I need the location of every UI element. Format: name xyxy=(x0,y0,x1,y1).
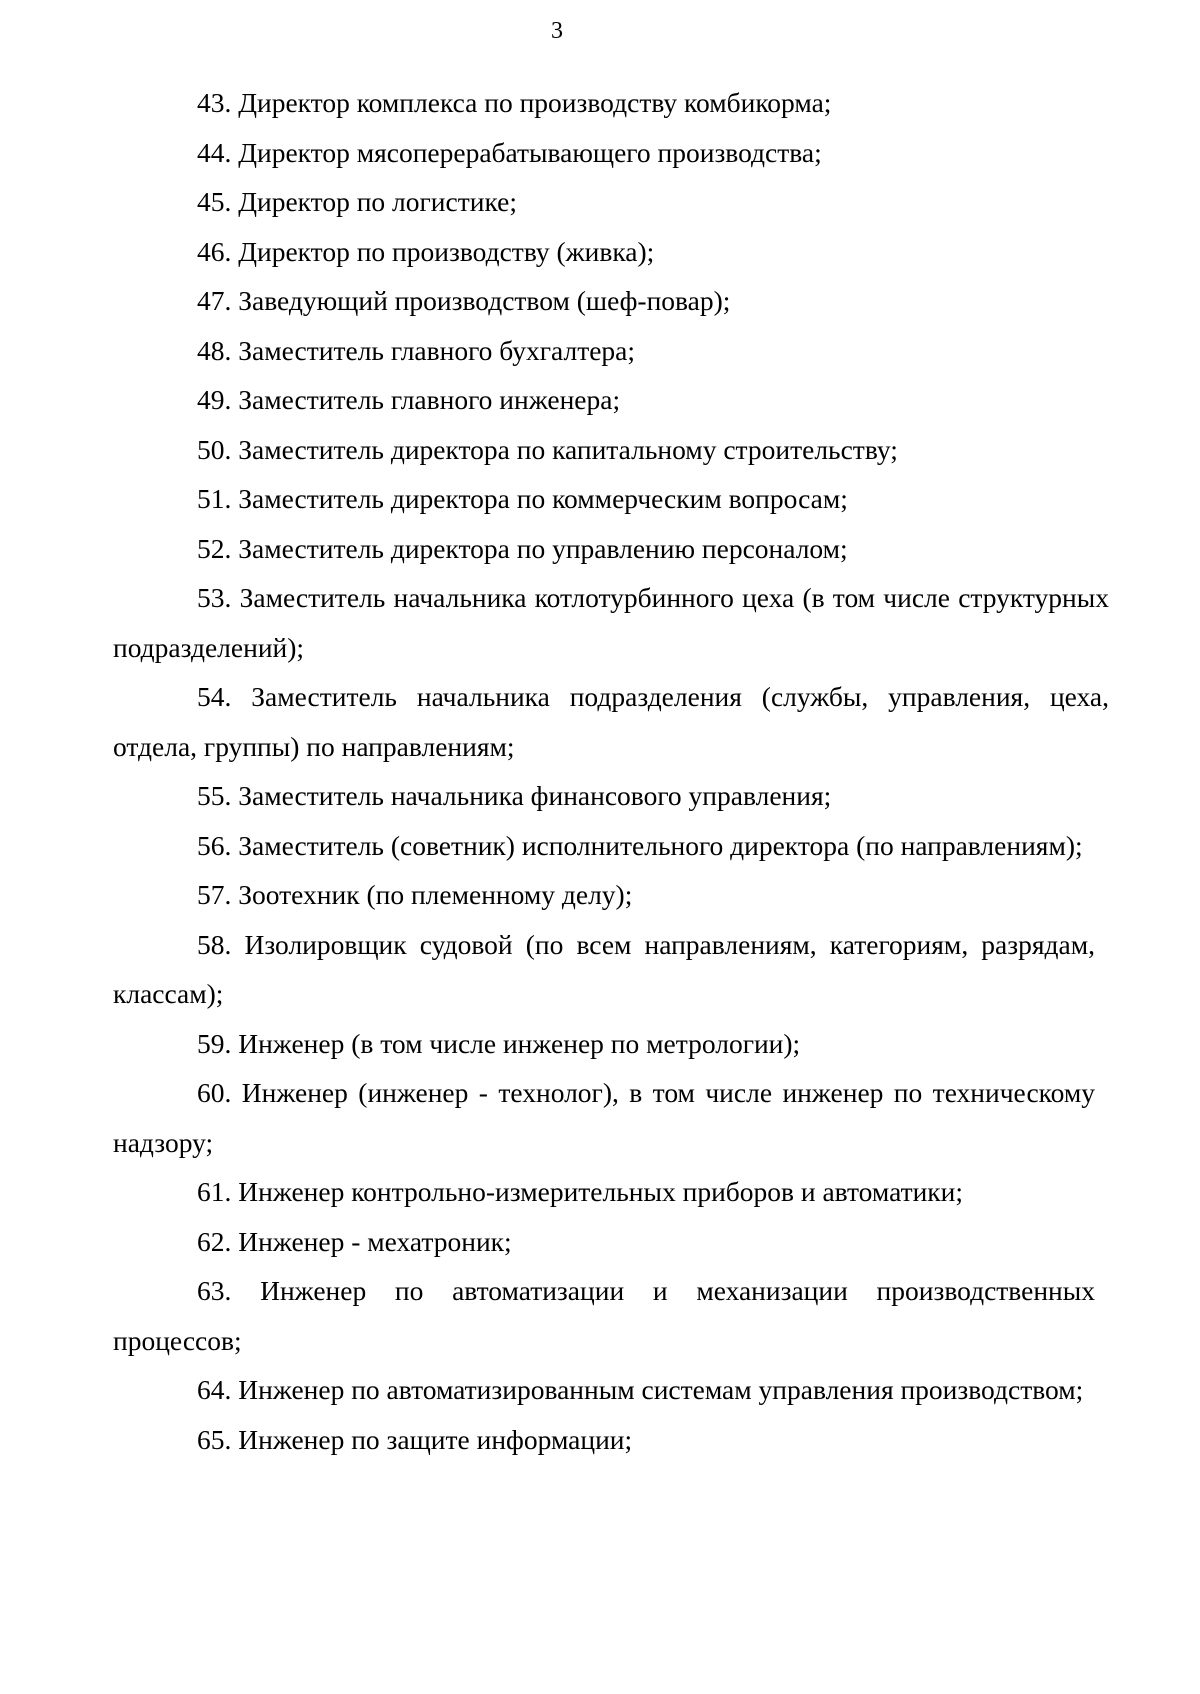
list-item: 45. Директор по логистике; xyxy=(197,186,517,217)
list-item: 46. Директор по производству (живка); xyxy=(197,235,655,267)
list-item: 60. Инженер (инженер - технолог), в том числе инженер по техническому надзору; xyxy=(113,1077,1095,1158)
list-item: 43. Директор комплекса по производству комбикорма; xyxy=(197,87,832,118)
list-item: 50. Заместитель директора по капитальному строительству; xyxy=(197,433,898,465)
list-item: 52. Заместитель директора по управлению персоналом; xyxy=(197,532,848,564)
list-item: 61. Инженер контрольно-измерительных приборов и автоматики; xyxy=(197,1176,964,1207)
list-item: 53. Заместитель начальника котлотурбинного цеха (в том числе структурных подразделений); xyxy=(113,582,1109,663)
list-item: 49. Заместитель главного инженера; xyxy=(197,384,621,415)
list-item: 48. Заместитель главного бухгалтера; xyxy=(197,334,636,366)
list-item: 55. Заместитель начальника финансового управления; xyxy=(197,780,832,811)
list-item: 56. Заместитель (советник) исполнительного директора (по направлениям); xyxy=(197,829,1083,861)
list-item: 59. Инженер (в том числе инженер по метрологии); xyxy=(197,1027,801,1059)
list-item: 57. Зоотехник (по племенному делу); xyxy=(197,879,633,910)
list-item: 47. Заведующий производством (шеф-повар); xyxy=(197,285,731,316)
list-item: 64. Инженер по автоматизированным системам управления производством; xyxy=(197,1374,1084,1405)
list-item: 62. Инженер - мехатроник; xyxy=(197,1225,512,1257)
position-list xyxy=(113,78,1109,1464)
list-item: 58. Изолировщик судовой (по всем направлениям, категориям, разрядам, классам); xyxy=(113,928,1095,1009)
page-number: 3 xyxy=(551,18,563,44)
list-item: 65. Инженер по защите информации; xyxy=(197,1423,633,1455)
list-item: 54. Заместитель начальника подразделения (службы, управления, цеха, отдела, группы) по направлениям; xyxy=(113,681,1109,762)
list-item: 51. Заместитель директора по коммерческим вопросам; xyxy=(197,483,848,514)
list-item: 63. Инженер по автоматизации и механизации производственных процессов; xyxy=(113,1275,1095,1356)
list-item: 44. Директор мясоперерабатывающего производства; xyxy=(197,136,822,168)
